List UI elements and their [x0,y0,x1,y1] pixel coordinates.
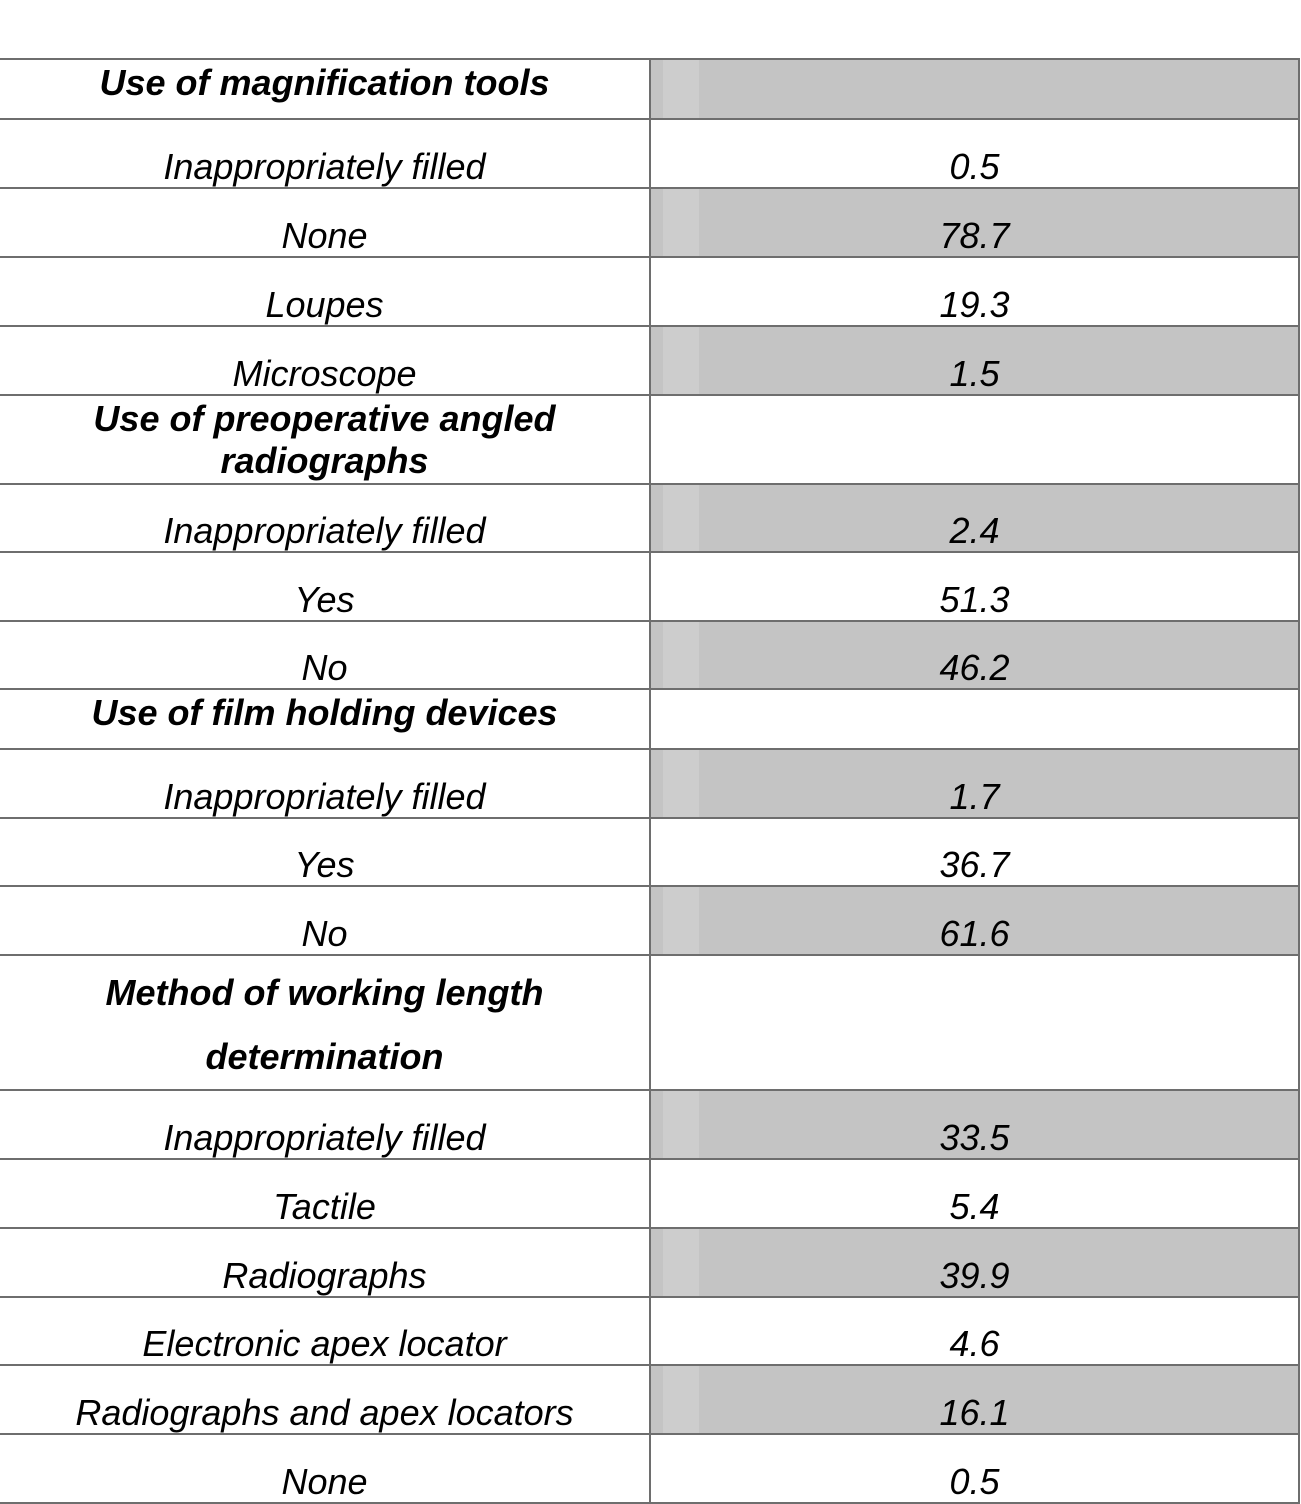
table-row [0,1365,1299,1434]
section-header: Use of magnification tools [0,59,650,119]
row-label: No [0,621,650,689]
section-value-cell [650,689,1299,749]
row-value: 19.3 [650,257,1299,326]
row-label: Tactile [0,1159,650,1228]
table-row [0,621,1299,689]
row-label: Loupes [0,257,650,326]
table-row [0,552,1299,621]
row-label: Electronic apex locator [0,1297,650,1365]
row-label: None [0,1434,650,1503]
row-value: 1.5 [650,326,1299,395]
table-row [0,886,1299,955]
row-label: None [0,188,650,257]
row-value: 0.5 [650,119,1299,188]
row-label: Radiographs and apex locators [0,1365,650,1434]
row-label: Inappropriately filled [0,119,650,188]
row-value: 0.5 [650,1434,1299,1503]
row-value: 4.6 [650,1297,1299,1365]
row-value: 16.1 [650,1365,1299,1434]
row-label: Microscope [0,326,650,395]
row-value: 1.7 [650,749,1299,818]
table-row [0,257,1299,326]
section-value-cell [650,59,1299,119]
section-header-row [0,955,1299,1090]
table-row [0,1159,1299,1228]
table-row [0,326,1299,395]
table-row [0,1434,1299,1503]
row-label: Inappropriately filled [0,749,650,818]
section-header: Use of film holding devices [0,689,650,749]
row-value: 51.3 [650,552,1299,621]
row-value: 46.2 [650,621,1299,689]
row-value: 33.5 [650,1090,1299,1159]
row-value: 36.7 [650,818,1299,886]
row-label: Yes [0,552,650,621]
table-row [0,188,1299,257]
row-label: Inappropriately filled [0,1090,650,1159]
row-value: 78.7 [650,188,1299,257]
section-header-row [0,59,1299,119]
row-label: Radiographs [0,1228,650,1297]
section-header: Method of working length determination [0,955,650,1090]
table-row [0,1228,1299,1297]
table-row [0,1090,1299,1159]
row-value: 5.4 [650,1159,1299,1228]
row-value: 61.6 [650,886,1299,955]
table-row [0,484,1299,552]
table-row [0,749,1299,818]
row-label: Inappropriately filled [0,484,650,552]
table-row [0,818,1299,886]
row-label: Yes [0,818,650,886]
row-value: 39.9 [650,1228,1299,1297]
row-value: 2.4 [650,484,1299,552]
section-header: Use of preoperative angled radiographs [0,395,650,484]
table-row [0,119,1299,188]
row-label: No [0,886,650,955]
section-value-cell [650,955,1299,1090]
survey-table [0,58,1300,1504]
section-header-row [0,395,1299,484]
section-header-row [0,689,1299,749]
table-row [0,1297,1299,1365]
section-value-cell [650,395,1299,484]
